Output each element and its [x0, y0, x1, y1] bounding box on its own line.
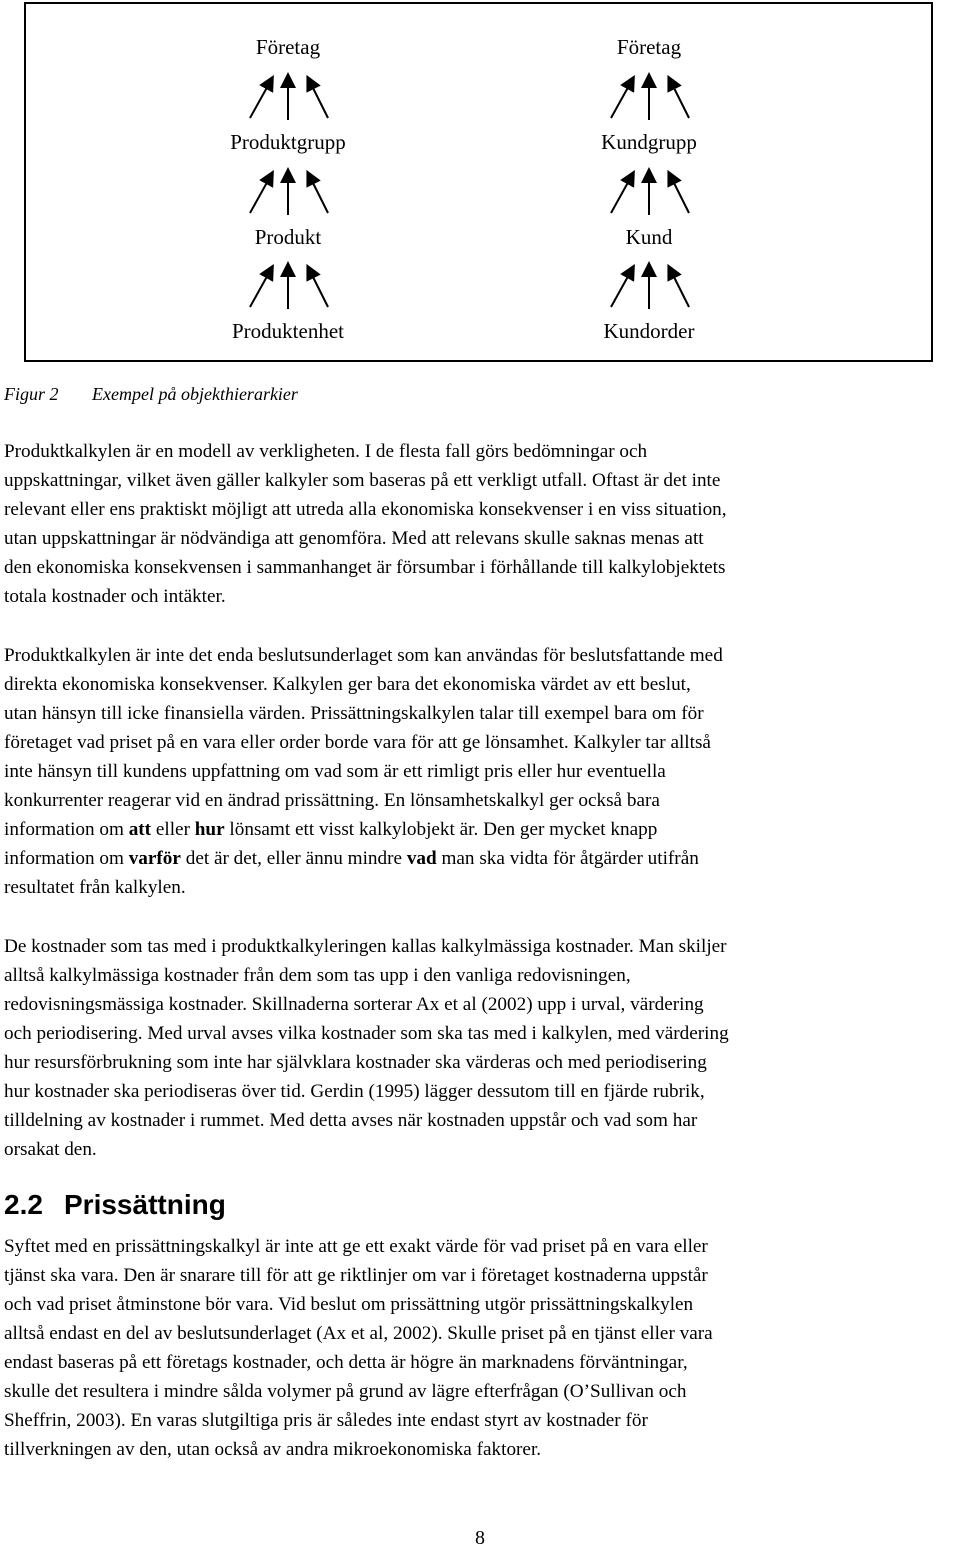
- section-number: 2.2: [4, 1189, 43, 1220]
- paragraph-1: Produktkalkylen är en modell av verkligheten. I de flesta fall görs bedömningar och uppskattningar, vilket även gäller kalkyler som baseras på ett verkligt utfall. Oftast är det inte relevant eller ens praktiskt möjligt att utreda alla ekonomiska konsekvenser i en viss situation, utan uppskattningar är nödvändiga att genomföra. Med att relevans skulle saknas menas att den ekonomiska konsekvensen i sammanhanget är försumbar i förhållande till kalkylobjektets totala kostnader och intäkter.: [4, 441, 727, 607]
- page-number: 8: [475, 1527, 485, 1549]
- right-level-3: Kund: [625, 225, 673, 249]
- bold-word-vad: vad: [406, 848, 437, 869]
- paragraph-2-text-c: lönsamt ett visst kalkylobjekt är. Den ger mycket knapp information om: [4, 819, 658, 869]
- arrow-group-icon: [228, 163, 348, 219]
- section-heading: [4, 1187, 226, 1223]
- arrow-group-icon: [589, 163, 709, 219]
- arrow-group-icon: [228, 257, 348, 313]
- caption-label: Figur 2: [4, 384, 59, 404]
- left-level-4: Produktenhet: [232, 319, 344, 343]
- bold-word-varfor: varför: [128, 848, 181, 869]
- arrow-group-icon: [589, 257, 709, 313]
- section-title: Prissättning: [64, 1189, 226, 1220]
- paragraph-4: Syftet med en prissättningskalkyl är inte att ge ett exakt värde för vad priset på en vara eller tjänst ska vara. Den är snarare till för att ge riktlinjer om var i företaget kostnaderna uppstår och vad priset åtminstone bör vara. Vid beslut om prissättning utgör prissättningskalkylen alltså endast en del av beslutsunderlaget (Ax et al, 2002). Skulle priset på en tjänst eller vara endast baseras på ett företags kostnader, och detta är högre än marknadens förväntningar, skulle det resultera i mindre sålda volymer på grund av lägre efterfrågan (O’Sullivan och Sheffrin, 2003). En varas slutgiltiga pris är således inte endast styrt av kostnader för tillverkningen av den, utan också av andra mikroekonomiska faktorer.: [4, 1236, 713, 1460]
- figure-caption: [4, 384, 298, 405]
- right-level-1: Företag: [616, 35, 682, 59]
- right-level-4: Kundorder: [603, 319, 695, 343]
- paragraph-3: De kostnader som tas med i produktkalkyleringen kallas kalkylmässiga kostnader. Man skiljer alltså kalkylmässiga kostnader från dem som tas upp i den vanliga redovisningen, redovisningsmässiga kostnader. Skillnaderna sorterar Ax et al (2002) upp i urval, värdering och periodisering. Med urval avses vilka kostnader som ska tas med i kalkylen, med värdering hur resursförbrukning som inte har självklara kostnader ska värderas och med periodisering hur kostnader ska periodiseras över tid. Gerdin (1995) lägger dessutom till en fjärde rubrik, tilldelning av kostnader i rummet. Med detta avses när kostnaden uppstår och vad som har orsakat den.: [4, 936, 729, 1160]
- right-level-2: Kundgrupp: [601, 130, 697, 154]
- arrow-group-icon: [589, 68, 709, 124]
- paragraph-2-text-b: eller: [151, 819, 195, 840]
- left-level-3: Produkt: [254, 225, 322, 249]
- paragraph-2-text-e: man ska vidta för åtgärder utifrån resultatet från kalkylen.: [4, 848, 699, 898]
- left-level-2: Produktgrupp: [230, 130, 346, 154]
- bold-word-att: att: [128, 819, 152, 840]
- paragraph-2-text-a: Produktkalkylen är inte det enda beslutsunderlaget som kan användas för beslutsfattande med direkta ekonomiska konsekvenser. Kalkylen ger bara det ekonomiska värdet av ett beslut, utan hänsyn till icke finansiella värden. Prissättningskalkylen talar till exempel bara om för företaget vad priset på en vara eller order borde vara för att ge lönsamhet. Kalkyler tar alltså inte hänsyn till kundens uppfattning om vad som är ett rimligt pris eller hur eventuella konkurrenter reagerar vid en ändrad prissättning. En lönsamhetskalkyl ger också bara information om: [4, 645, 723, 840]
- bold-word-hur: hur: [194, 819, 225, 840]
- paragraph-2-text-d: det är det, eller ännu mindre: [180, 848, 407, 869]
- caption-title: Exempel på objekthierarkier: [92, 384, 298, 404]
- paragraph-2: [4, 641, 960, 902]
- left-level-1: Företag: [255, 35, 321, 59]
- arrow-group-icon: [228, 68, 348, 124]
